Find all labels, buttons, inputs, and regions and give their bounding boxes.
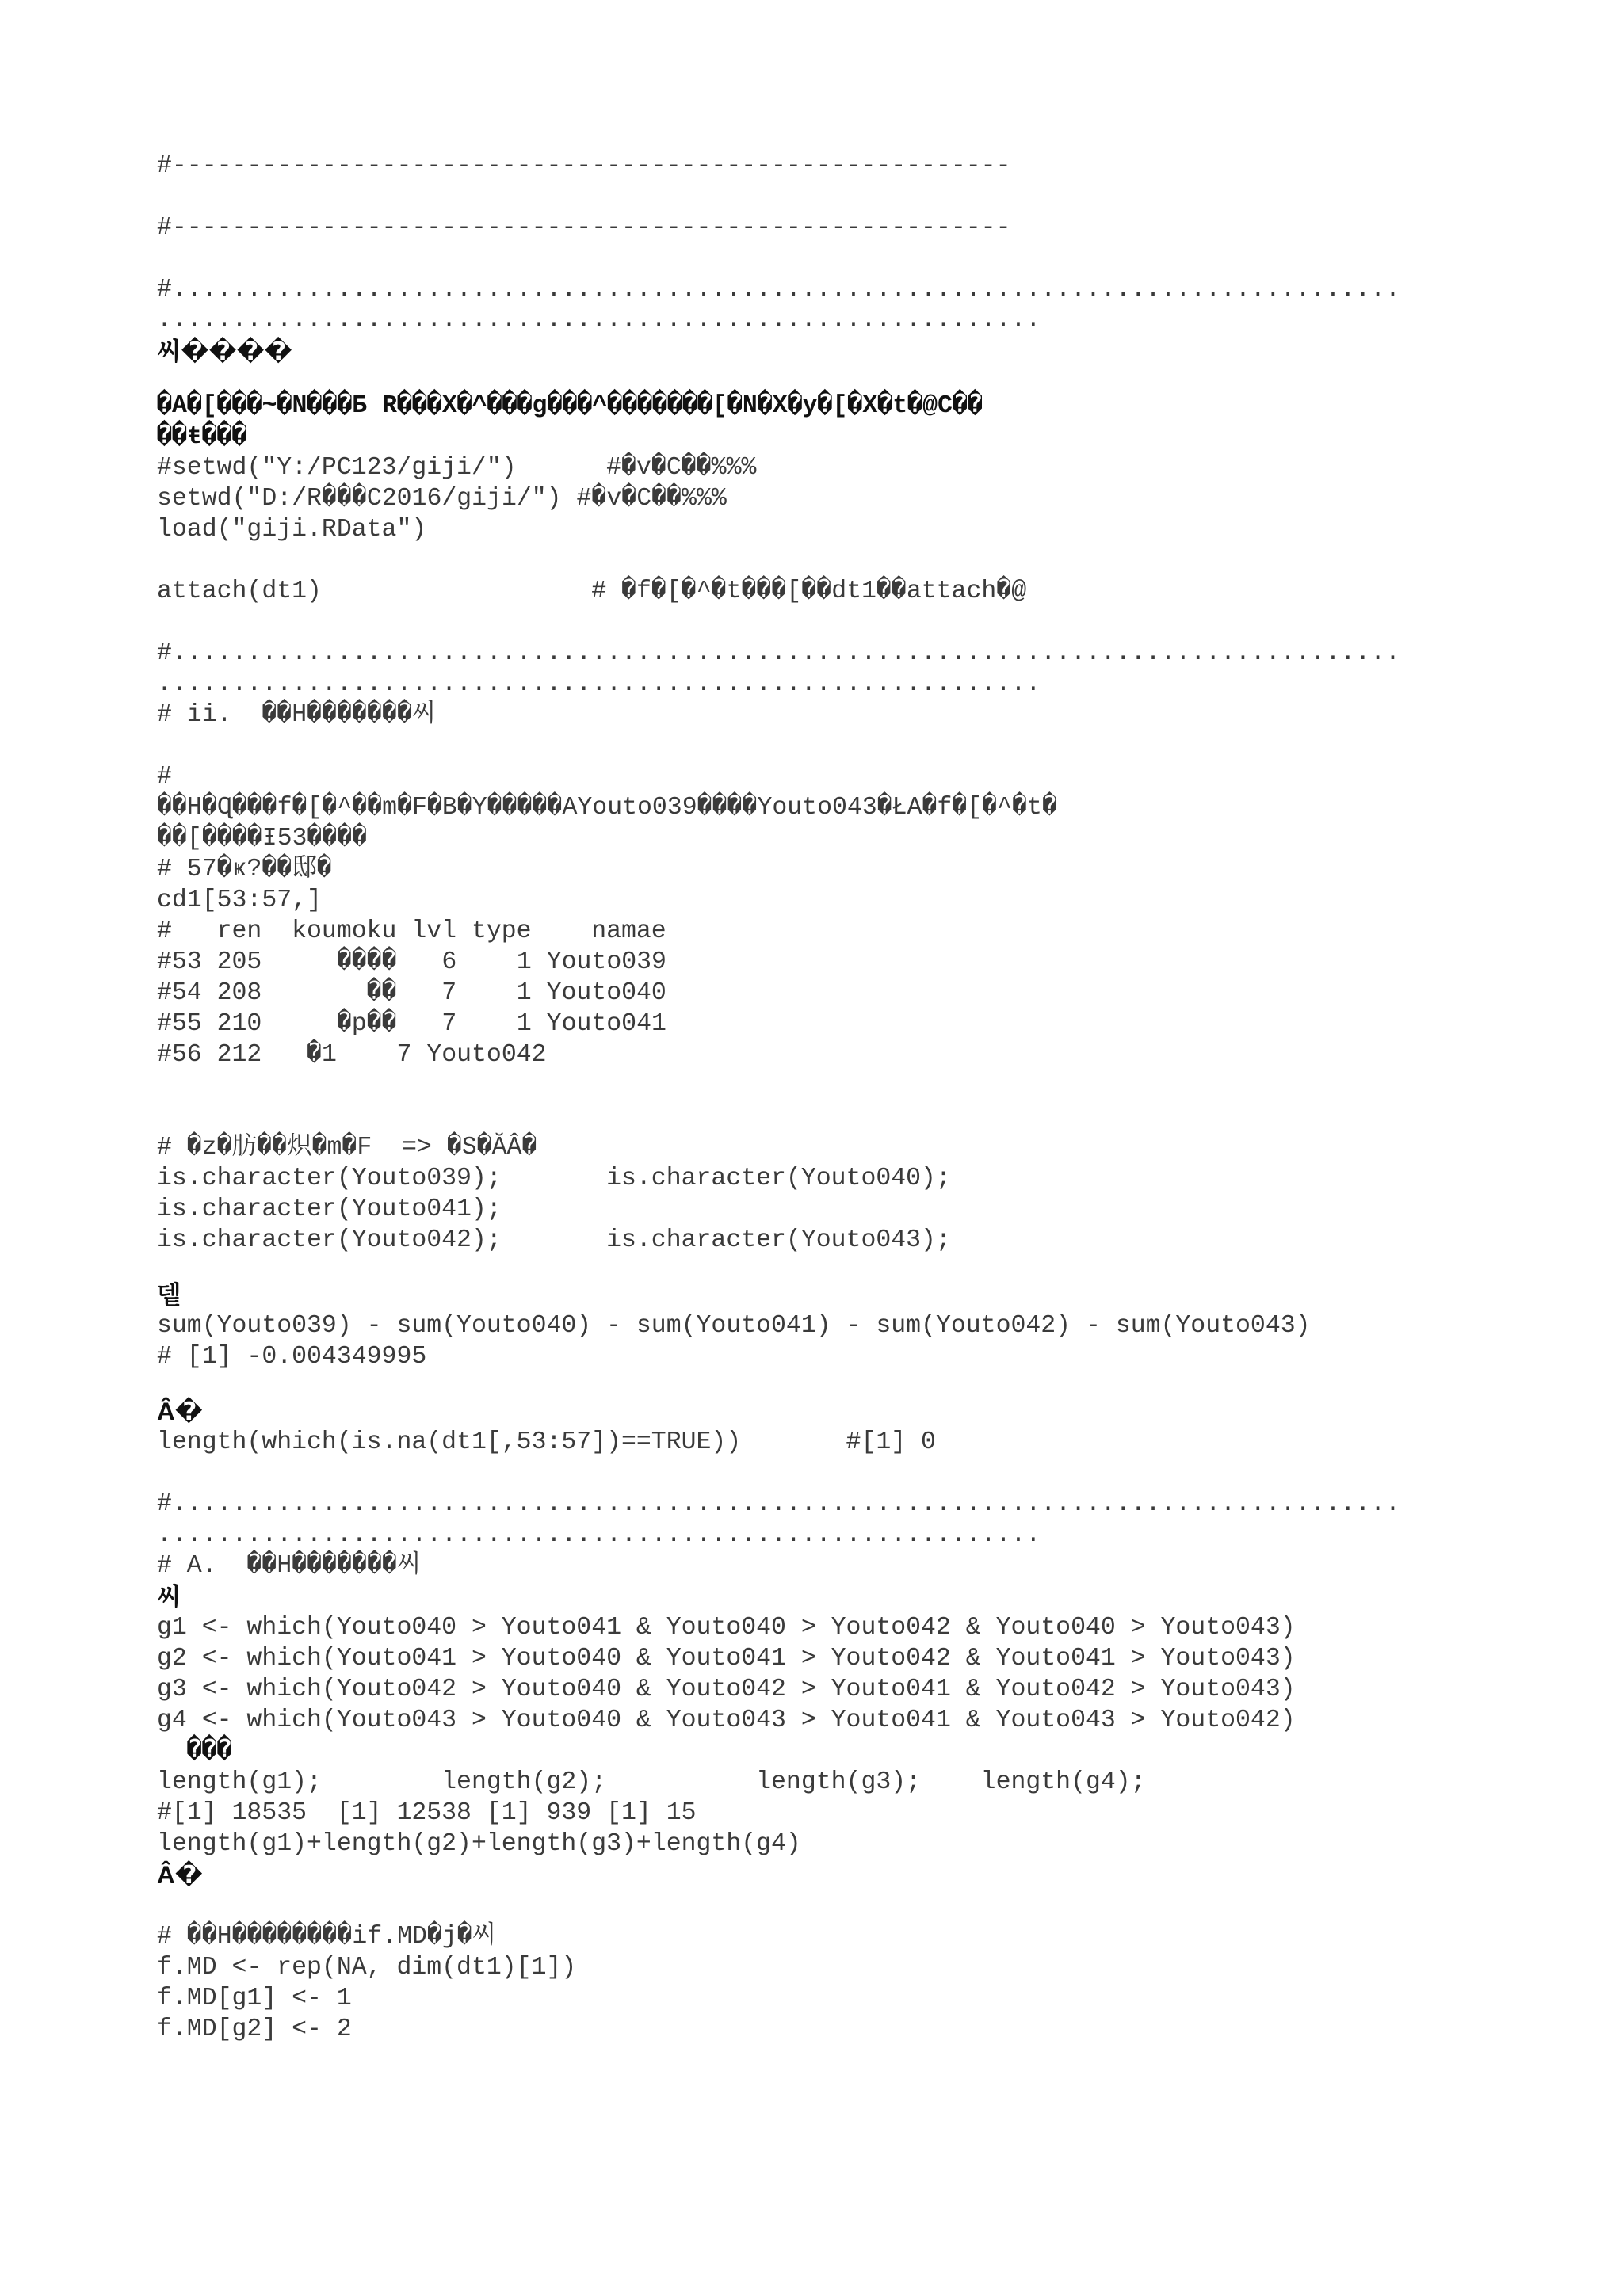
comment-line: # bbox=[157, 763, 172, 791]
section-heading: 뎉 bbox=[157, 1280, 181, 1309]
code-line: sum(Youto039) - sum(Youto040) - sum(Youto041) - sum(Youto042) - sum(Youto043) bbox=[157, 1312, 1311, 1340]
separator-line: #-------------------------------------------------------- bbox=[157, 152, 1011, 180]
code-line: g4 <- which(Youto043 > Youto040 & Youto043 > Youto041 & Youto043 > Youto042) bbox=[157, 1707, 1296, 1734]
code-line: length(g1); length(g2); length(g3); length(g4); bbox=[157, 1768, 1146, 1796]
code-line: length(g1)+length(g2)+length(g3)+length(g4) bbox=[157, 1830, 801, 1858]
comment-line: # 57�ҝ?��邸� bbox=[157, 856, 332, 883]
section-heading: Â� bbox=[157, 1397, 203, 1425]
output-line: # ren koumoku lvl type namae bbox=[157, 917, 666, 945]
code-line: g1 <- which(Youto040 > Youto041 & Youto040 > Youto042 & Youto040 > Youto043) bbox=[157, 1614, 1296, 1642]
section-heading: # A. ��H�������씨 bbox=[157, 1552, 422, 1580]
output-line: # [1] -0.004349995 bbox=[157, 1343, 427, 1371]
dotted-separator: #.................................................................................. bbox=[157, 1490, 1400, 1518]
code-line: is.character(Youto041); bbox=[157, 1196, 502, 1223]
comment-line: # ��H��������if.MD�j�씨 bbox=[157, 1923, 497, 1951]
section-heading: # ii. ��H�������씨 bbox=[157, 701, 437, 729]
code-line: setwd("D:/R���C2016/giji/") #�v�C��%%% bbox=[157, 485, 727, 513]
code-line: length(which(is.na(dt1[,53:57])==TRUE)) #[1] 0 bbox=[157, 1428, 936, 1456]
code-line: g2 <- which(Youto041 > Youto040 & Youto041 > Youto042 & Youto041 > Youto043) bbox=[157, 1645, 1296, 1672]
comment-line: ��H�Ɋ���f�[�^��m�F�B�Y�����AYouto039����Youto043�ŁA�f�[�^�t� bbox=[157, 794, 1057, 822]
code-line: is.character(Youto039); is.character(Youto040); bbox=[157, 1165, 951, 1192]
code-line: #setwd("Y:/PC123/giji/") #�v�C��%%% bbox=[157, 454, 757, 482]
section-heading: Â� bbox=[157, 1860, 203, 1889]
code-document bbox=[157, 151, 1488, 2045]
code-line: f.MD <- rep(NA, dim(dt1)[1]) bbox=[157, 1954, 577, 1981]
code-line: cd1[53:57,] bbox=[157, 887, 322, 914]
separator-line: #-------------------------------------------------------- bbox=[157, 214, 1011, 242]
code-line: f.MD[g2] <- 2 bbox=[157, 2016, 352, 2043]
comment-line: # �z�肪��炽�m�F => �S�ĂÂ� bbox=[157, 1134, 537, 1161]
section-heading: 씨���� bbox=[157, 337, 292, 365]
code-line: f.MD[g1] <- 1 bbox=[157, 1985, 352, 2012]
dotted-separator: #.................................................................................. bbox=[157, 276, 1400, 303]
code-line: load("giji.RData") bbox=[157, 516, 427, 543]
output-line: #56 212 �1 7 Youto042 bbox=[157, 1041, 547, 1069]
section-heading: 씨 bbox=[157, 1582, 181, 1611]
output-line: #54 208 �� 7 1 Youto040 bbox=[157, 979, 666, 1007]
dotted-separator: #.................................................................................. bbox=[157, 639, 1400, 667]
dotted-separator: ........................................................... bbox=[157, 1521, 1041, 1549]
comment-line: ��[����Ɨ53���� bbox=[157, 825, 368, 852]
comment-line: ��� bbox=[157, 1737, 232, 1765]
output-line: #55 210 �p�� 7 1 Youto041 bbox=[157, 1010, 666, 1038]
code-line: g3 <- which(Youto042 > Youto040 & Youto042 > Youto041 & Youto042 > Youto043) bbox=[157, 1676, 1296, 1703]
code-line: attach(dt1) # �f�[�^�t���[��dt1��attach�@ bbox=[157, 578, 1027, 605]
dotted-separator: ........................................................... bbox=[157, 670, 1041, 698]
output-line: #53 205 ���� 6 1 Youto039 bbox=[157, 948, 666, 976]
code-line: is.character(Youto042); is.character(Youto043); bbox=[157, 1226, 951, 1254]
output-line: #[1] 18535 [1] 12538 [1] 939 [1] 15 bbox=[157, 1799, 697, 1827]
comment-line: �A�[���~�N���Б R���X�^���g���^�������[�N�X�y�[�X�t�@C�� bbox=[157, 392, 983, 420]
comment-line: ��ŧ��� bbox=[157, 423, 247, 451]
dotted-separator: ........................................................... bbox=[157, 307, 1041, 334]
